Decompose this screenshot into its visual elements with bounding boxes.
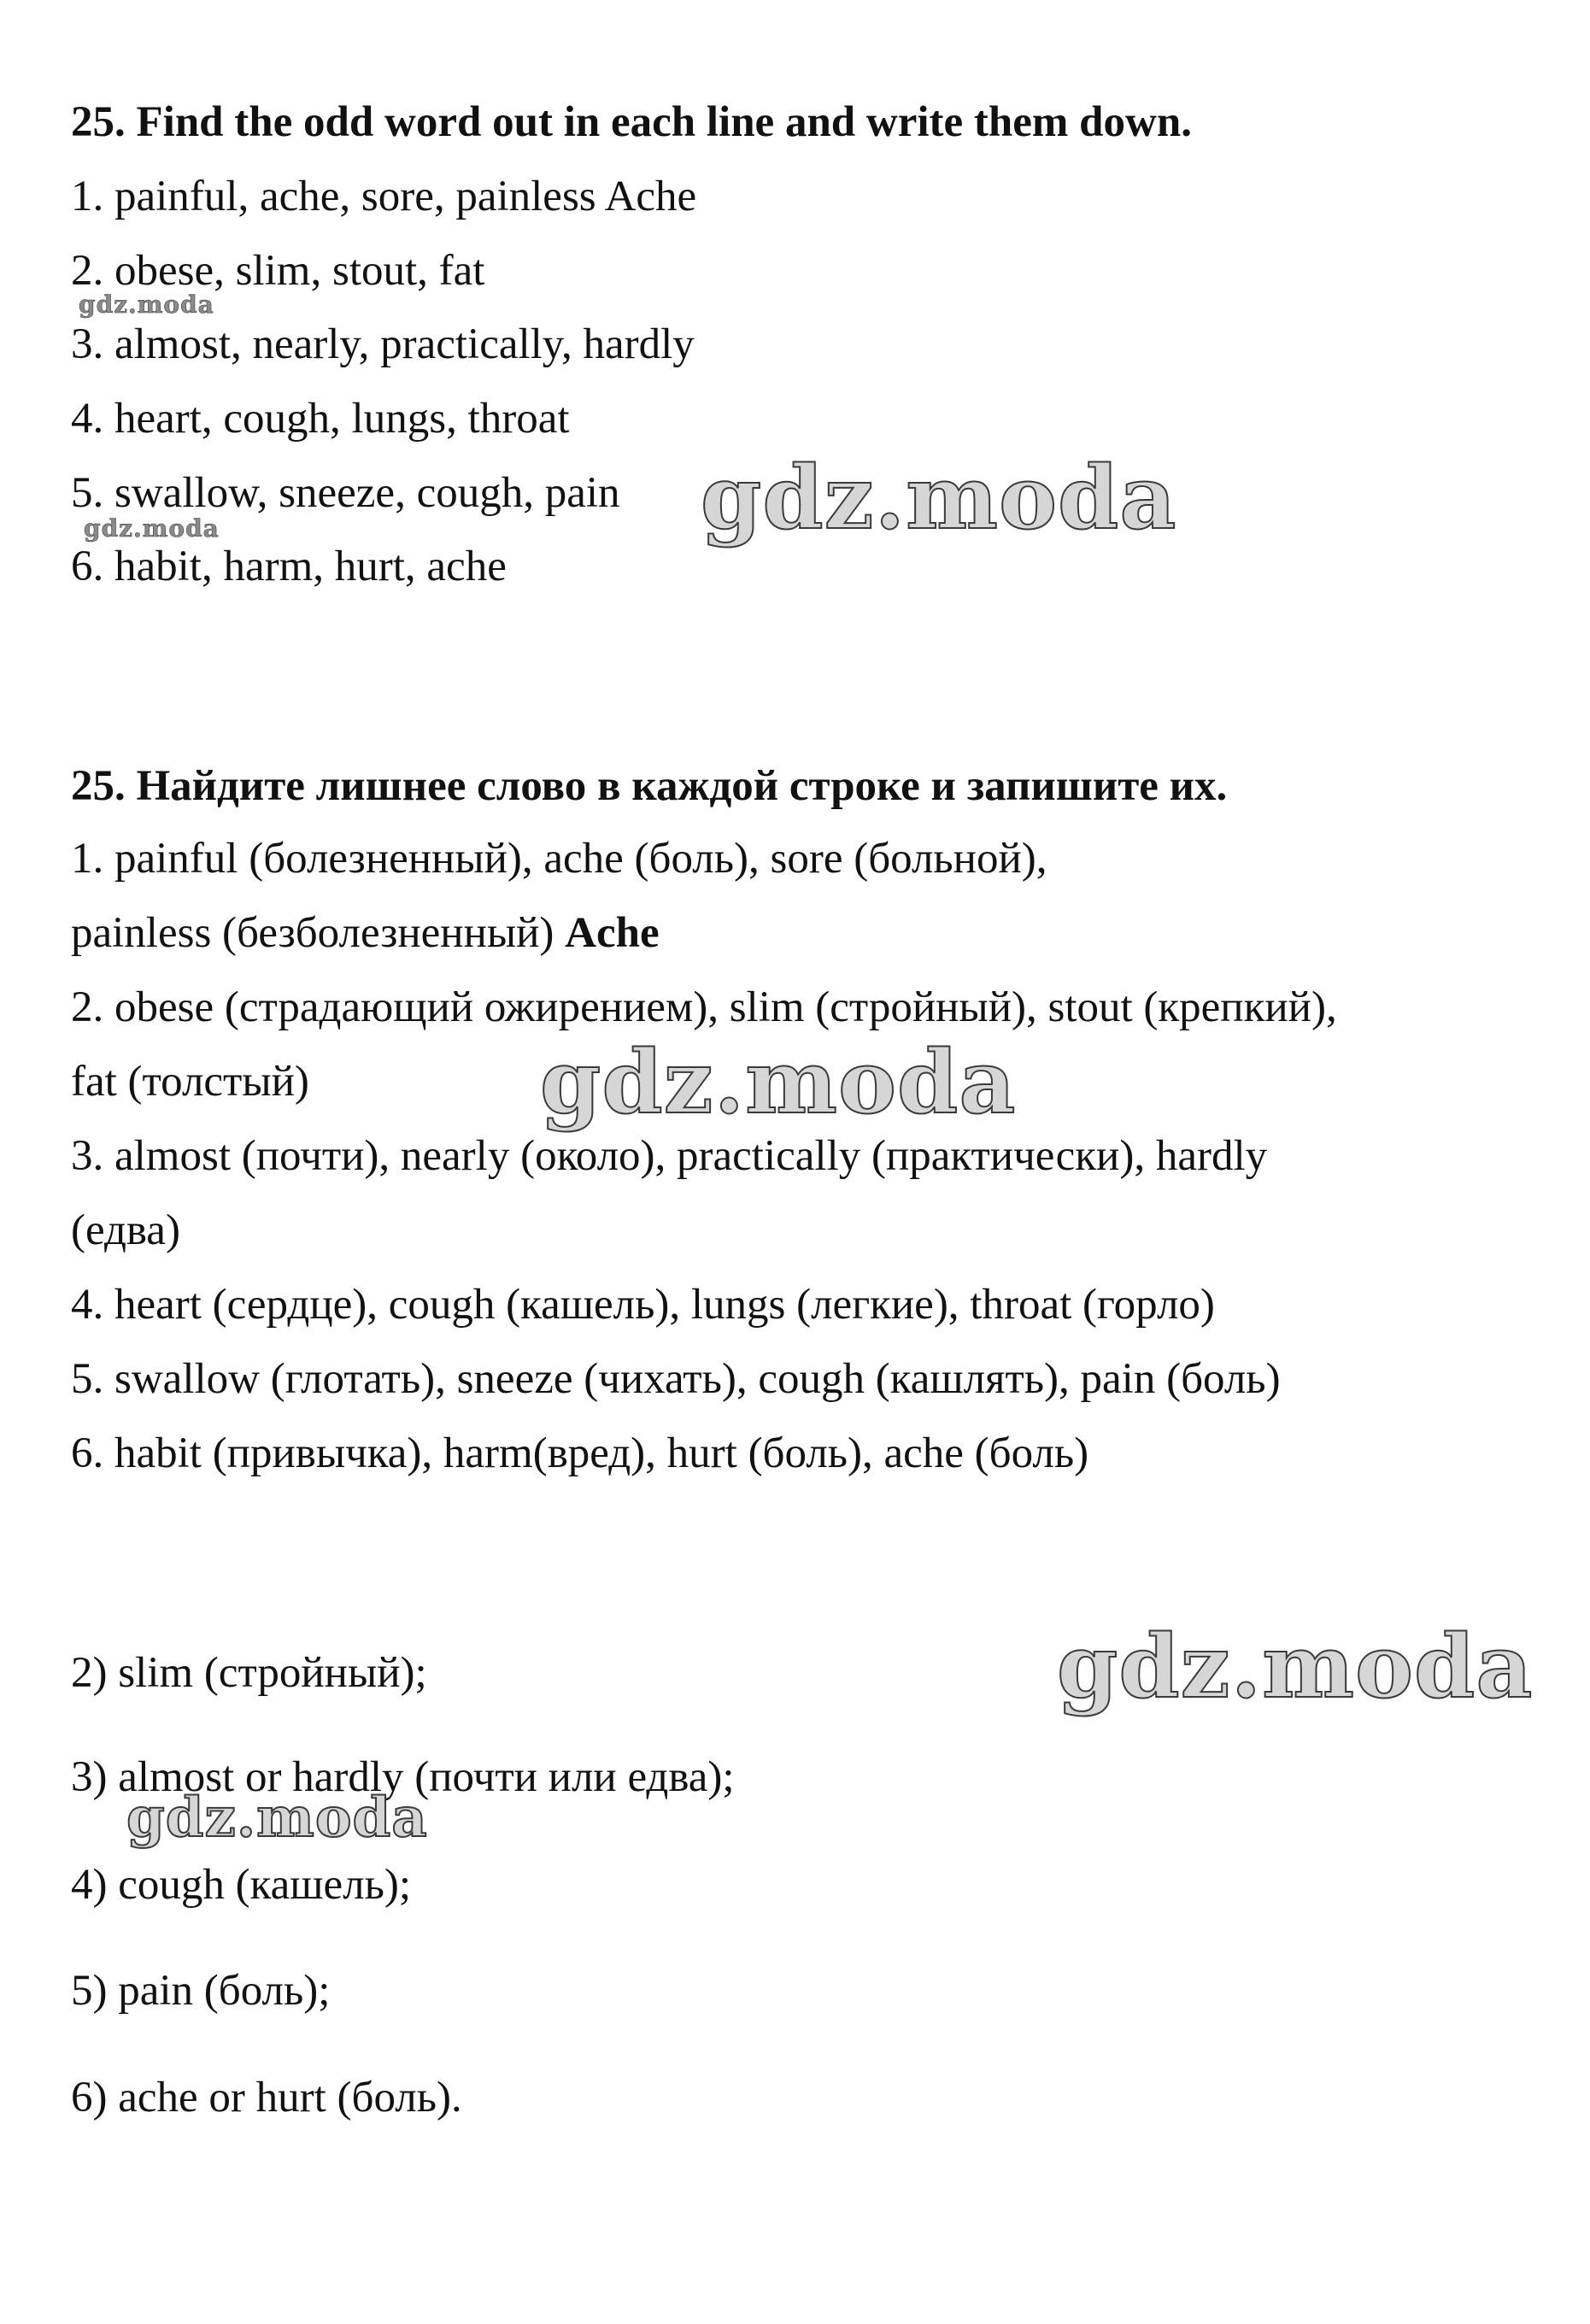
russian-answer-bold: Ache [565, 909, 660, 957]
english-item-4: 4. heart, cough, lungs, throat [71, 395, 570, 443]
russian-line-7: 4. heart (сердце), cough (кашель), lungs (легкие), throat (горло) [71, 1281, 1215, 1329]
answer-6: 6) ache or hurt (боль). [71, 2074, 462, 2122]
answer-3: 3) almost or hardly (почти или едва); [71, 1753, 735, 1801]
watermark-large-3: gdz.moda [1057, 1616, 1534, 1718]
russian-line-1: 1. painful (болезненный), ache (боль), sore (больной), [71, 835, 1047, 883]
watermark-large-1: gdz.moda [701, 447, 1177, 549]
russian-line-6: (едва) [71, 1206, 180, 1254]
watermark-small-1: gdz.moda [79, 290, 214, 319]
watermark-medium-1: gdz.moda [126, 1786, 428, 1850]
english-item-5: 5. swallow, sneeze, cough, pain [71, 469, 620, 517]
answer-5: 5) pain (боль); [71, 1967, 331, 2015]
russian-line-8: 5. swallow (глотать), sneeze (чихать), cough (кашлять), pain (боль) [71, 1355, 1281, 1403]
english-item-6: 6. habit, harm, hurt, ache [71, 543, 507, 590]
russian-line-3: 2. obese (страдающий ожирением), slim (стройный), stout (крепкий), [71, 983, 1337, 1031]
english-item-3: 3. almost, nearly, practically, hardly [71, 320, 695, 368]
watermark-small-2: gdz.moda [84, 514, 220, 543]
english-item-2: 2. obese, slim, stout, fat [71, 247, 485, 295]
answer-4: 4) cough (кашель); [71, 1861, 412, 1909]
russian-line-9: 6. habit (привычка), harm(вред), hurt (боль), ache (боль) [71, 1429, 1089, 1477]
watermark-large-2: gdz.moda [540, 1031, 1017, 1134]
russian-line-5: 3. almost (почти), nearly (около), practically (практически), hardly [71, 1132, 1268, 1180]
russian-line-4: fat (толстый) [71, 1058, 309, 1106]
russian-line-2 [71, 907, 660, 959]
russian-heading: 25. Найдите лишнее слово в каждой строке и запишите их. [71, 762, 1228, 810]
russian-line-2-text: painless (безболезненный) [71, 909, 566, 957]
english-heading: 25. Find the odd word out in each line and write them down. [71, 98, 1192, 146]
english-item-1: 1. painful, ache, sore, painless Ache [71, 173, 697, 220]
answer-2: 2) slim (стройный); [71, 1649, 427, 1697]
